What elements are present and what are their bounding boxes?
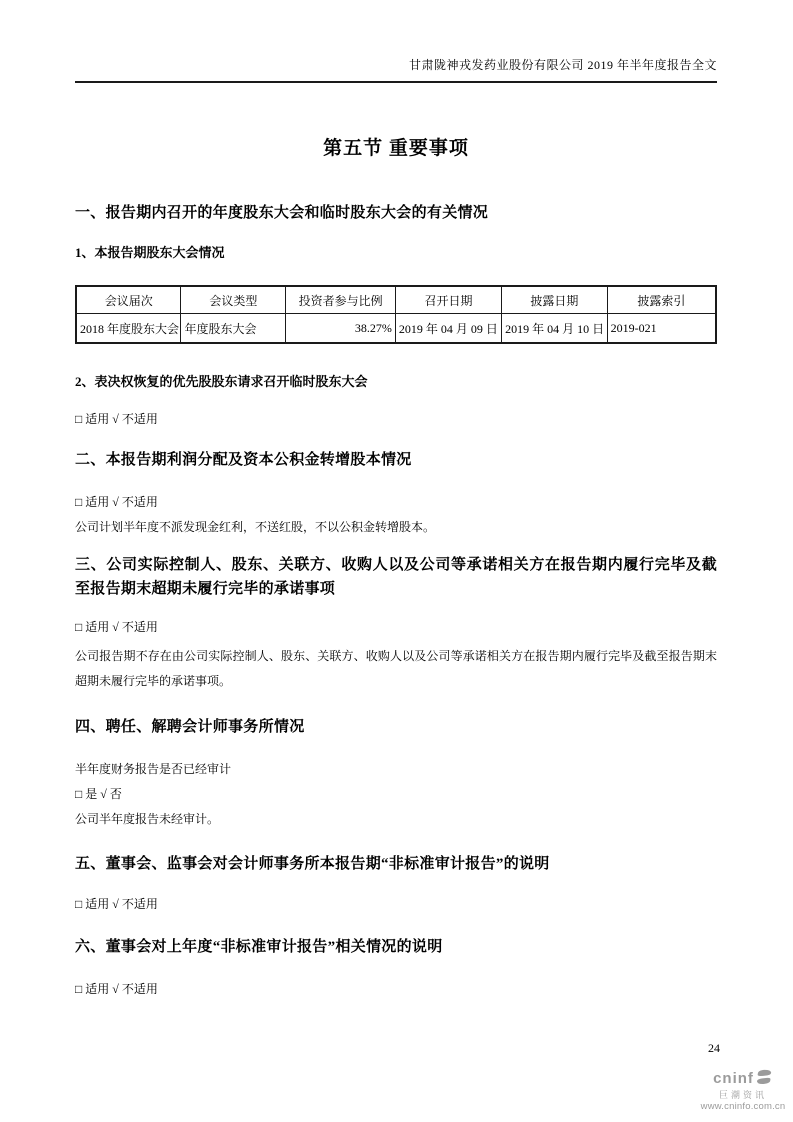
section-4-answer: □ 是 √ 否 (75, 787, 122, 801)
section-6-heading: 六、董事会对上年度“非标准审计报告”相关情况的说明 (75, 939, 443, 955)
cell-type: 年度股东大会 (181, 314, 286, 344)
cninfo-logo (697, 1069, 789, 1112)
page-title: 第五节 重要事项 (323, 138, 469, 159)
table-row (76, 314, 716, 344)
section-4-heading: 四、聘任、解聘会计师事务所情况 (75, 719, 305, 735)
section-2-heading: 二、本报告期利润分配及资本公积金转增股本情况 (75, 452, 412, 468)
section-2-note: 公司计划半年度不派发现金红利，不送红股，不以公积金转增股本。 (75, 520, 436, 534)
cell-convene-date: 2019 年 04 月 09 日 (395, 314, 501, 344)
doc-header (75, 0, 717, 83)
section-6-applicability: □ 适用 √ 不适用 (75, 982, 158, 996)
table-header-disclosure-index: 披露索引 (607, 286, 716, 314)
doc-header-title: 甘肃陇神戎发药业股份有限公司 2019 年半年度报告全文 (408, 58, 717, 72)
sub-heading-meetings: 1、本报告期股东大会情况 (75, 245, 225, 260)
section-5-applicability: □ 适用 √ 不适用 (75, 897, 158, 911)
table-header-convene-date: 召开日期 (395, 286, 501, 314)
section-4-note: 公司半年度报告未经审计。 (75, 812, 220, 826)
cninfo-logo-cn: 巨潮资讯 (718, 1089, 767, 1100)
table-header-row (76, 286, 716, 314)
cninfo-logo-url: www.cninfo.com.cn (700, 1100, 786, 1112)
table-header-participation: 投资者参与比例 (286, 286, 395, 314)
section-3-heading: 三、公司实际控制人、股东、关联方、收购人以及公司等承诺相关方在报告期内履行完毕及截至报告期末超期未履行完毕的承诺事项 (75, 557, 717, 597)
section-1-heading: 一、报告期内召开的年度股东大会和临时股东大会的有关情况 (75, 205, 489, 221)
cninfo-logo-wordmark: cninf (713, 1070, 754, 1088)
table-header-type: 会议类型 (181, 286, 286, 314)
section-3-applicability: □ 适用 √ 不适用 (75, 620, 158, 634)
section-3-note: 公司报告期不存在由公司实际控制人、股东、关联方、收购人以及公司等承诺相关方在报告期内履行完毕及截至报告期末超期未履行完毕的承诺事项。 (75, 649, 717, 688)
sub-heading-preferred: 2、表决权恢复的优先股股东请求召开临时股东大会 (75, 374, 368, 389)
cell-disclosure-index: 2019-021 (607, 314, 716, 344)
cninfo-logo-icon (755, 1069, 773, 1090)
shareholder-meeting-table (75, 285, 717, 344)
cell-session: 2018 年度股东大会 (76, 314, 181, 344)
cell-participation: 38.27% (286, 314, 395, 344)
page-number: 24 (708, 1041, 720, 1055)
table-header-session: 会议届次 (76, 286, 181, 314)
section-2-applicability: □ 适用 √ 不适用 (75, 495, 158, 509)
section-4-question: 半年度财务报告是否已经审计 (75, 762, 232, 776)
table-header-disclosure-date: 披露日期 (502, 286, 608, 314)
section-1-applicability: □ 适用 √ 不适用 (75, 412, 158, 426)
cell-disclosure-date: 2019 年 04 月 10 日 (502, 314, 608, 344)
section-5-heading: 五、董事会、监事会对会计师事务所本报告期“非标准审计报告”的说明 (75, 856, 550, 872)
